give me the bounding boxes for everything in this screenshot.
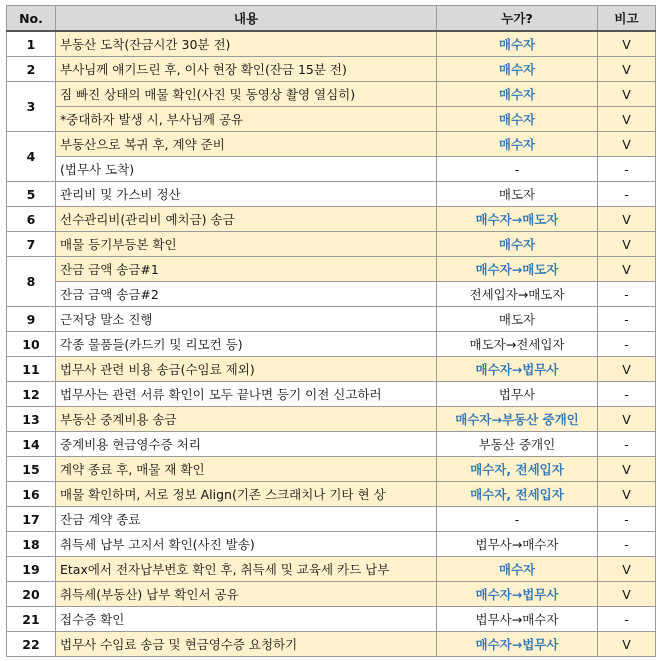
header-who: 누가? — [437, 6, 598, 32]
row-number: 10 — [7, 332, 56, 357]
row-who: 법무사 — [437, 382, 598, 407]
row-content: 부동산으로 복귀 후, 계약 준비 — [56, 132, 437, 157]
row-note: - — [598, 332, 656, 357]
row-who: 매수자, 전세입자 — [437, 482, 598, 507]
row-number: 20 — [7, 582, 56, 607]
row-number: 16 — [7, 482, 56, 507]
row-number: 9 — [7, 307, 56, 332]
table-row — [7, 282, 656, 307]
row-content: (법무사 도착) — [56, 157, 437, 182]
row-who: 매수자→법무사 — [437, 357, 598, 382]
row-who: 매수자 — [437, 107, 598, 132]
checklist-sheet — [6, 5, 656, 657]
header-no: No. — [7, 6, 56, 32]
row-content: 근저당 말소 진행 — [56, 307, 437, 332]
row-note: V — [598, 132, 656, 157]
table-row — [7, 57, 656, 82]
header-note: 비고 — [598, 6, 656, 32]
table-row — [7, 157, 656, 182]
row-who: 매수자→매도자 — [437, 257, 598, 282]
row-content: *중대하자 발생 시, 부사님께 공유 — [56, 107, 437, 132]
row-who: 매수자→부동산 중개인 — [437, 407, 598, 432]
row-who: 매수자 — [437, 557, 598, 582]
table-row — [7, 507, 656, 532]
row-note: V — [598, 482, 656, 507]
row-note: - — [598, 157, 656, 182]
table-row — [7, 482, 656, 507]
row-note: - — [598, 507, 656, 532]
row-who: 매도자→전세입자 — [437, 332, 598, 357]
row-number: 18 — [7, 532, 56, 557]
table-row — [7, 357, 656, 382]
table-row — [7, 632, 656, 657]
row-number: 17 — [7, 507, 56, 532]
row-number: 1 — [7, 31, 56, 57]
row-who: 매수자, 전세입자 — [437, 457, 598, 482]
row-who: 법무사→매수자 — [437, 532, 598, 557]
row-note: - — [598, 282, 656, 307]
table-row — [7, 107, 656, 132]
row-content: 부사님께 얘기드린 후, 이사 현장 확인(잔금 15분 전) — [56, 57, 437, 82]
table-row — [7, 582, 656, 607]
row-who: 매수자 — [437, 31, 598, 57]
table-row — [7, 557, 656, 582]
row-content: 관리비 및 가스비 정산 — [56, 182, 437, 207]
row-number: 12 — [7, 382, 56, 407]
row-note: V — [598, 457, 656, 482]
row-number: 21 — [7, 607, 56, 632]
row-note: - — [598, 182, 656, 207]
row-content: 법무사 수임료 송금 및 현금영수증 요청하기 — [56, 632, 437, 657]
table-row — [7, 82, 656, 107]
row-content: 중계비용 현금영수증 처리 — [56, 432, 437, 457]
row-number: 19 — [7, 557, 56, 582]
row-number: 11 — [7, 357, 56, 382]
row-number: 8 — [7, 257, 56, 307]
row-who: 매도자 — [437, 307, 598, 332]
table-row — [7, 532, 656, 557]
row-note: V — [598, 207, 656, 232]
row-content: 잔금 계약 종료 — [56, 507, 437, 532]
row-who: 법무사→매수자 — [437, 607, 598, 632]
row-who: - — [437, 157, 598, 182]
table-row — [7, 207, 656, 232]
row-note: V — [598, 57, 656, 82]
row-content: 접수증 확인 — [56, 607, 437, 632]
row-who: 매수자→법무사 — [437, 582, 598, 607]
row-note: V — [598, 582, 656, 607]
header-content: 내용 — [56, 6, 437, 32]
row-content: 매물 확인하며, 서로 정보 Align(기존 스크래치나 기타 현 상 — [56, 482, 437, 507]
row-content: 법무사 관련 비용 송금(수임료 제외) — [56, 357, 437, 382]
row-who: 매수자 — [437, 82, 598, 107]
row-who: 매수자 — [437, 232, 598, 257]
table-row — [7, 432, 656, 457]
table-row — [7, 307, 656, 332]
row-content: 매물 등기부등본 확인 — [56, 232, 437, 257]
row-content: 취득세 납부 고지서 확인(사진 발송) — [56, 532, 437, 557]
row-note: - — [598, 432, 656, 457]
row-note: - — [598, 307, 656, 332]
row-note: - — [598, 532, 656, 557]
row-number: 4 — [7, 132, 56, 182]
row-content: 법무사는 관련 서류 확인이 모두 끝나면 등기 이전 신고하러 — [56, 382, 437, 407]
row-note: V — [598, 407, 656, 432]
row-content: 짐 빠진 상태의 매물 확인(사진 및 동영상 촬영 열심히) — [56, 82, 437, 107]
row-note: - — [598, 607, 656, 632]
row-number: 14 — [7, 432, 56, 457]
row-number: 5 — [7, 182, 56, 207]
table-row — [7, 232, 656, 257]
table-row — [7, 457, 656, 482]
row-note: V — [598, 232, 656, 257]
row-content: 부동산 중계비용 송금 — [56, 407, 437, 432]
row-note: - — [598, 382, 656, 407]
table-row — [7, 257, 656, 282]
row-note: V — [598, 257, 656, 282]
row-number: 2 — [7, 57, 56, 82]
row-content: Etax에서 전자납부번호 확인 후, 취득세 및 교육세 카드 납부 — [56, 557, 437, 582]
table-row — [7, 132, 656, 157]
row-who: 매도자 — [437, 182, 598, 207]
row-note: V — [598, 82, 656, 107]
row-content: 선수관리비(관리비 예치금) 송금 — [56, 207, 437, 232]
row-who: 매수자→법무사 — [437, 632, 598, 657]
header-row — [7, 6, 656, 32]
checklist-table — [6, 5, 656, 657]
table-body — [7, 31, 656, 657]
row-who: 매수자→매도자 — [437, 207, 598, 232]
row-number: 7 — [7, 232, 56, 257]
table-row — [7, 407, 656, 432]
row-who: 전세입자→매도자 — [437, 282, 598, 307]
row-content: 잔금 금액 송금#1 — [56, 257, 437, 282]
table-row — [7, 31, 656, 57]
row-note: V — [598, 632, 656, 657]
row-note: V — [598, 557, 656, 582]
row-note: V — [598, 107, 656, 132]
row-number: 22 — [7, 632, 56, 657]
table-row — [7, 382, 656, 407]
row-number: 15 — [7, 457, 56, 482]
table-row — [7, 182, 656, 207]
row-who: 부동산 중개인 — [437, 432, 598, 457]
table-row — [7, 607, 656, 632]
row-who: - — [437, 507, 598, 532]
table-row — [7, 332, 656, 357]
row-number: 3 — [7, 82, 56, 132]
row-number: 13 — [7, 407, 56, 432]
row-content: 각종 물품들(카드키 및 리모컨 등) — [56, 332, 437, 357]
row-who: 매수자 — [437, 132, 598, 157]
row-content: 계약 종료 후, 매물 재 확인 — [56, 457, 437, 482]
row-number: 6 — [7, 207, 56, 232]
row-content: 잔금 금액 송금#2 — [56, 282, 437, 307]
row-note: V — [598, 31, 656, 57]
row-content: 취득세(부동산) 납부 확인서 공유 — [56, 582, 437, 607]
row-who: 매수자 — [437, 57, 598, 82]
row-content: 부동산 도착(잔금시간 30분 전) — [56, 31, 437, 57]
row-note: V — [598, 357, 656, 382]
